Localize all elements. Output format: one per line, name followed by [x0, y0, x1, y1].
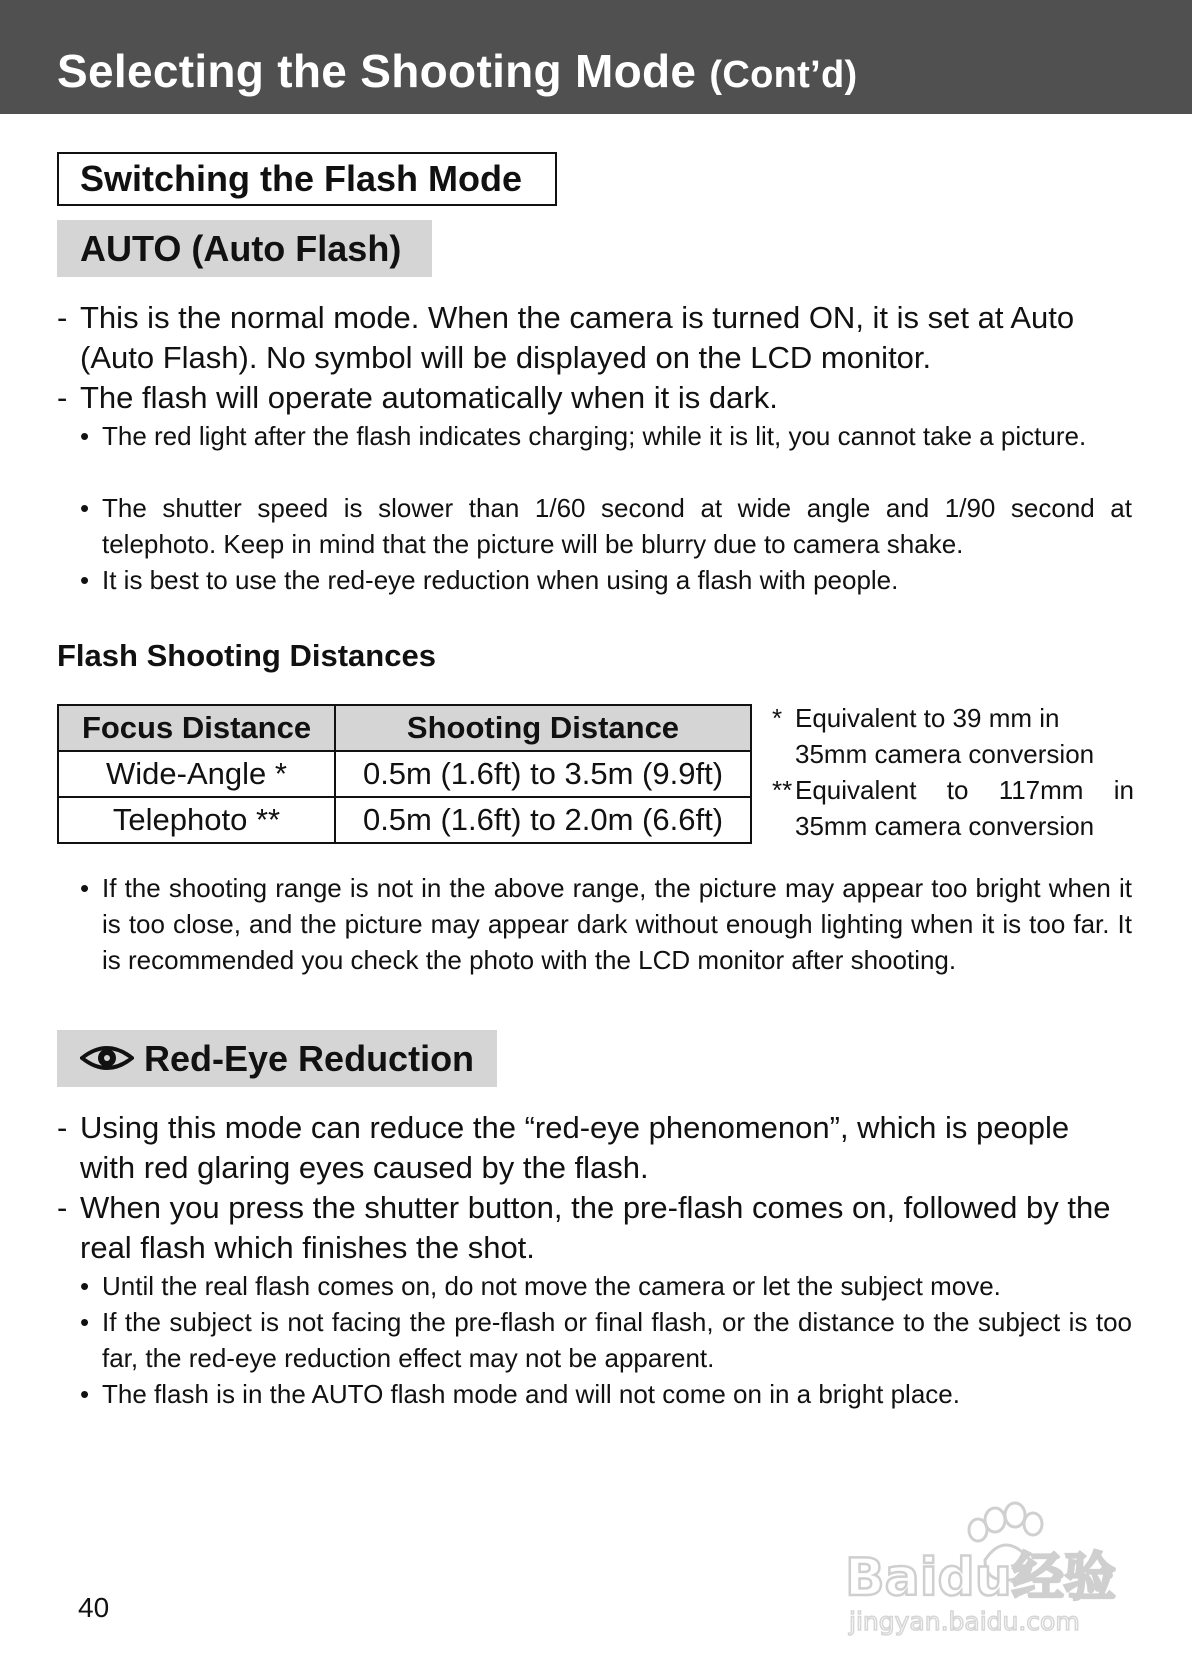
auto-dash-2: - The flash will operate automatically when it is dark. [57, 378, 1132, 418]
eye-icon [80, 1042, 134, 1074]
distances-bullet: • If the shooting range is not in the above range, the picture may appear too bright when it is too close, and the picture may appear dark without enough lighting when it is too far. It is recommended you check the photo with the LCD monitor after shooting. [80, 870, 1132, 978]
page-title-suffix: (Cont’d) [709, 54, 858, 96]
table-row [58, 797, 751, 843]
redeye-dash-1: - Using this mode can reduce the “red-eye phenomenon”, which is people with red glaring eyes caused by the flash. [57, 1108, 1132, 1188]
table-cell: Telephoto ** [58, 797, 335, 843]
footnote-mark: * [772, 703, 783, 733]
auto-flash-heading: AUTO (Auto Flash) [57, 220, 432, 277]
redeye-bullet-1: • Until the real flash comes on, do not move the camera or let the subject move. [80, 1268, 1132, 1304]
redeye-heading-bar [57, 1030, 497, 1087]
auto-bullet-1: • The red light after the flash indicates charging; while it is lit, you cannot take a picture. [80, 418, 1132, 454]
auto-bullet-3: • It is best to use the red-eye reduction when using a flash with people. [80, 562, 1132, 598]
table-cell: Wide-Angle * [58, 751, 335, 797]
redeye-dash-2: - When you press the shutter button, the pre-flash comes on, followed by the real flash which finishes the shot. [57, 1188, 1132, 1268]
distances-table [57, 704, 752, 844]
footnote-tele [772, 772, 1134, 844]
auto-dash-1: - This is the normal mode. When the camera is turned ON, it is set at Auto (Auto Flash). No symbol will be displayed on the LCD monitor. [57, 298, 1132, 378]
footnote-text: Equivalent to 39 mm in 35mm camera conversion [795, 703, 1095, 769]
page-title: Selecting the Shooting Mode (Cont’d) [57, 45, 858, 97]
auto-bullet-2: • The shutter speed is slower than 1/60 second at wide angle and 1/90 second at telephoto. Keep in mind that the picture will be blurry due to camera shake. [80, 490, 1132, 562]
redeye-bullet-3: • The flash is in the AUTO flash mode and will not come on in a bright place. [80, 1376, 1132, 1412]
table-header-focus: Focus Distance [58, 705, 335, 751]
footnote-wide [772, 700, 1134, 772]
watermark-url: jingyan.baidu.com [849, 1607, 1080, 1636]
distances-heading: Flash Shooting Distances [57, 638, 436, 673]
table-header-shooting: Shooting Distance [335, 705, 751, 751]
redeye-heading: Red-Eye Reduction [144, 1038, 475, 1079]
section-heading-flash-mode: Switching the Flash Mode [57, 152, 557, 206]
table-header-row [58, 705, 751, 751]
footnote-mark: ** [772, 775, 793, 805]
table-row [58, 751, 751, 797]
page-header [0, 0, 1192, 114]
redeye-bullet-2: • If the subject is not facing the pre-flash or final flash, or the distance to the subject is too far, the red-eye reduction effect may not be apparent. [80, 1304, 1132, 1376]
baidu-watermark [845, 1500, 1125, 1640]
table-cell: 0.5m (1.6ft) to 3.5m (9.9ft) [335, 751, 751, 797]
page-number: 40 [78, 1592, 110, 1623]
table-cell: 0.5m (1.6ft) to 2.0m (6.6ft) [335, 797, 751, 843]
watermark-brand: Baidu经验 [845, 1548, 1116, 1608]
footnote-text: Equivalent to 117mm in 35mm camera conversion [795, 775, 1134, 841]
